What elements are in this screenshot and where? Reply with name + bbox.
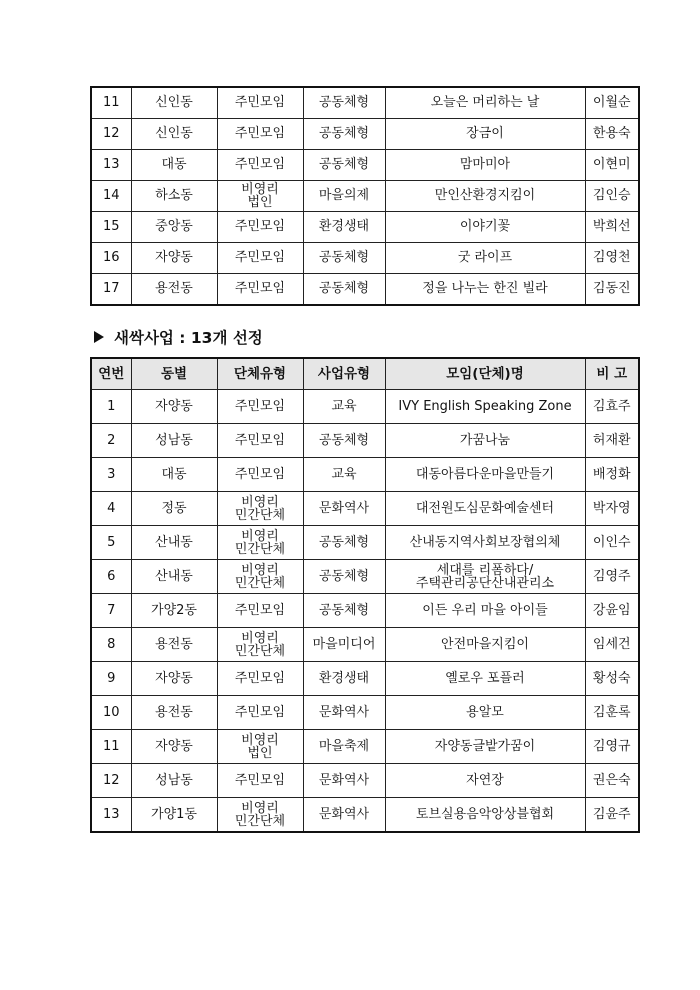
cell-no: 2 [91, 424, 131, 458]
cell-biz-type: 공동체형 [303, 150, 385, 181]
cell-group-type: 주민모임 [217, 594, 303, 628]
cell-group-type: 주민모임 [217, 150, 303, 181]
cell-group-type: 주민모임 [217, 764, 303, 798]
table-row [91, 181, 639, 212]
cell-line: 민간단체 [234, 643, 286, 659]
cell-note: 박희선 [585, 212, 639, 243]
cell-line: 비영리 [241, 732, 279, 748]
cell-biz-type: 문화역사 [303, 492, 385, 526]
cell-biz-type: 공동체형 [303, 119, 385, 150]
cell-line: 비영리 [241, 562, 279, 578]
cell-name: 이야기꽃 [385, 212, 585, 243]
section-heading-text: 새싹사업 : 13개 선정 [114, 329, 263, 347]
cell-note: 황성숙 [585, 662, 639, 696]
cell-group-type: 주민모임 [217, 274, 303, 306]
table-row [91, 696, 639, 730]
cell-line: 민간단체 [234, 813, 286, 829]
cell-dong: 가양2동 [131, 594, 217, 628]
cell-line: 민간단체 [234, 575, 286, 591]
table-row [91, 560, 639, 594]
table-row [91, 526, 639, 560]
cell-dong: 자양동 [131, 662, 217, 696]
cell-no: 4 [91, 492, 131, 526]
cell-biz-type: 마을의제 [303, 181, 385, 212]
table-row [91, 390, 639, 424]
cell-dong: 정동 [131, 492, 217, 526]
cell-biz-type: 공동체형 [303, 560, 385, 594]
cell-line: 민간단체 [234, 541, 286, 557]
cell-biz-type: 마을미디어 [303, 628, 385, 662]
cell-group-type: 주민모임 [217, 119, 303, 150]
cell-biz-type: 공동체형 [303, 243, 385, 274]
cell-group-type [217, 526, 303, 560]
cell-note: 권은숙 [585, 764, 639, 798]
table-row [91, 628, 639, 662]
cell-biz-type: 문화역사 [303, 798, 385, 833]
cell-dong: 신인동 [131, 87, 217, 119]
cell-group-type: 주민모임 [217, 424, 303, 458]
cell-line: 비영리 [241, 494, 279, 510]
cell-no: 11 [91, 730, 131, 764]
cell-no: 5 [91, 526, 131, 560]
table-row [91, 243, 639, 274]
cell-name: 정을 나누는 한진 빌라 [385, 274, 585, 306]
cell-group-type: 주민모임 [217, 87, 303, 119]
cell-dong: 용전동 [131, 628, 217, 662]
cell-note: 이현미 [585, 150, 639, 181]
cell-line: 주택관리공단산내관리소 [415, 575, 555, 591]
header-group-type: 단체유형 [217, 358, 303, 390]
cell-biz-type: 교육 [303, 390, 385, 424]
cell-name: 맘마미아 [385, 150, 585, 181]
cell-name: 굿 라이프 [385, 243, 585, 274]
cell-biz-type: 공동체형 [303, 274, 385, 306]
header-no: 연번 [91, 358, 131, 390]
cell-no: 8 [91, 628, 131, 662]
cell-line: 세대를 리폼하다/ [436, 562, 534, 578]
cell-group-type [217, 492, 303, 526]
table-row [91, 594, 639, 628]
cell-note: 김인승 [585, 181, 639, 212]
cell-note: 배정화 [585, 458, 639, 492]
cell-line: 비영리 [241, 800, 279, 816]
cell-biz-type: 공동체형 [303, 526, 385, 560]
table-row [91, 119, 639, 150]
cell-name: 만인산환경지킴이 [385, 181, 585, 212]
cell-dong: 산내동 [131, 526, 217, 560]
cell-name: 산내동지역사회보장협의체 [385, 526, 585, 560]
table-header-row [91, 358, 639, 390]
cell-name: 장금이 [385, 119, 585, 150]
cell-group-type: 주민모임 [217, 212, 303, 243]
cell-biz-type: 공동체형 [303, 594, 385, 628]
continued-table [90, 86, 640, 306]
cell-dong: 대동 [131, 458, 217, 492]
table-row [91, 798, 639, 833]
cell-dong: 자양동 [131, 390, 217, 424]
cell-biz-type: 문화역사 [303, 764, 385, 798]
cell-dong: 자양동 [131, 730, 217, 764]
cell-name: 자연장 [385, 764, 585, 798]
cell-note: 김영주 [585, 560, 639, 594]
cell-note: 박자영 [585, 492, 639, 526]
cell-name: IVY English Speaking Zone [385, 390, 585, 424]
cell-line: 비영리 [241, 630, 279, 646]
cell-note: 이인수 [585, 526, 639, 560]
cell-note: 김영규 [585, 730, 639, 764]
cell-dong: 신인동 [131, 119, 217, 150]
cell-dong: 자양동 [131, 243, 217, 274]
cell-biz-type: 교육 [303, 458, 385, 492]
cell-dong: 성남동 [131, 424, 217, 458]
cell-group-type: 주민모임 [217, 458, 303, 492]
cell-note: 이월순 [585, 87, 639, 119]
cell-name: 대동아름다운마을만들기 [385, 458, 585, 492]
header-note: 비 고 [585, 358, 639, 390]
cell-biz-type: 마을축제 [303, 730, 385, 764]
cell-dong: 용전동 [131, 696, 217, 730]
cell-line: 비영리 [241, 528, 279, 544]
cell-group-type [217, 181, 303, 212]
cell-name: 옐로우 포플러 [385, 662, 585, 696]
cell-name: 토브실용음악앙상블협회 [385, 798, 585, 833]
cell-dong: 중앙동 [131, 212, 217, 243]
cell-note: 김동진 [585, 274, 639, 306]
cell-no: 13 [91, 798, 131, 833]
cell-name: 안전마을지킴이 [385, 628, 585, 662]
cell-note: 허재환 [585, 424, 639, 458]
table-row [91, 492, 639, 526]
cell-biz-type: 문화역사 [303, 696, 385, 730]
cell-name: 용알모 [385, 696, 585, 730]
cell-line: 법인 [247, 195, 273, 210]
triangle-bullet-icon [94, 331, 104, 343]
cell-group-type [217, 560, 303, 594]
cell-no: 17 [91, 274, 131, 306]
header-dong: 동별 [131, 358, 217, 390]
table-row [91, 730, 639, 764]
cell-biz-type: 공동체형 [303, 87, 385, 119]
cell-note: 강윤임 [585, 594, 639, 628]
cell-biz-type: 공동체형 [303, 424, 385, 458]
cell-no: 6 [91, 560, 131, 594]
cell-group-type [217, 628, 303, 662]
cell-group-type: 주민모임 [217, 243, 303, 274]
cell-dong: 산내동 [131, 560, 217, 594]
cell-line: 비영리 [241, 182, 279, 197]
cell-group-type: 주민모임 [217, 662, 303, 696]
section-heading [94, 326, 263, 348]
cell-no: 13 [91, 150, 131, 181]
cell-no: 14 [91, 181, 131, 212]
table-row [91, 150, 639, 181]
cell-note: 김윤주 [585, 798, 639, 833]
cell-no: 12 [91, 764, 131, 798]
cell-no: 11 [91, 87, 131, 119]
cell-group-type: 주민모임 [217, 390, 303, 424]
cell-name: 자양동글밭가꿈이 [385, 730, 585, 764]
cell-no: 15 [91, 212, 131, 243]
cell-group-type [217, 798, 303, 833]
table-row [91, 424, 639, 458]
cell-dong: 대동 [131, 150, 217, 181]
cell-note: 김훈록 [585, 696, 639, 730]
cell-no: 16 [91, 243, 131, 274]
cell-no: 7 [91, 594, 131, 628]
cell-name: 오늘은 머리하는 날 [385, 87, 585, 119]
cell-note: 한용숙 [585, 119, 639, 150]
cell-biz-type: 환경생태 [303, 662, 385, 696]
sprout-project-table [90, 357, 640, 833]
cell-note: 임세건 [585, 628, 639, 662]
table-row [91, 212, 639, 243]
cell-name: 대전원도심문화예술센터 [385, 492, 585, 526]
cell-no: 12 [91, 119, 131, 150]
cell-dong: 성남동 [131, 764, 217, 798]
cell-dong: 용전동 [131, 274, 217, 306]
cell-no: 3 [91, 458, 131, 492]
header-biz-type: 사업유형 [303, 358, 385, 390]
cell-line: 민간단체 [234, 507, 286, 523]
cell-name: 가꿈나눔 [385, 424, 585, 458]
table-row [91, 274, 639, 306]
cell-note: 김영천 [585, 243, 639, 274]
cell-name [385, 560, 585, 594]
sprout-project-table-body [91, 390, 639, 833]
cell-group-type [217, 730, 303, 764]
table-row [91, 764, 639, 798]
cell-no: 10 [91, 696, 131, 730]
cell-group-type: 주민모임 [217, 696, 303, 730]
table-row [91, 458, 639, 492]
cell-line: 법인 [247, 745, 273, 761]
table-row [91, 87, 639, 119]
continued-table-body [91, 87, 639, 305]
cell-dong: 가양1동 [131, 798, 217, 833]
cell-biz-type: 환경생태 [303, 212, 385, 243]
cell-note: 김효주 [585, 390, 639, 424]
cell-no: 1 [91, 390, 131, 424]
cell-name: 이든 우리 마을 아이들 [385, 594, 585, 628]
table-row [91, 662, 639, 696]
cell-dong: 하소동 [131, 181, 217, 212]
header-name: 모임(단체)명 [385, 358, 585, 390]
cell-no: 9 [91, 662, 131, 696]
